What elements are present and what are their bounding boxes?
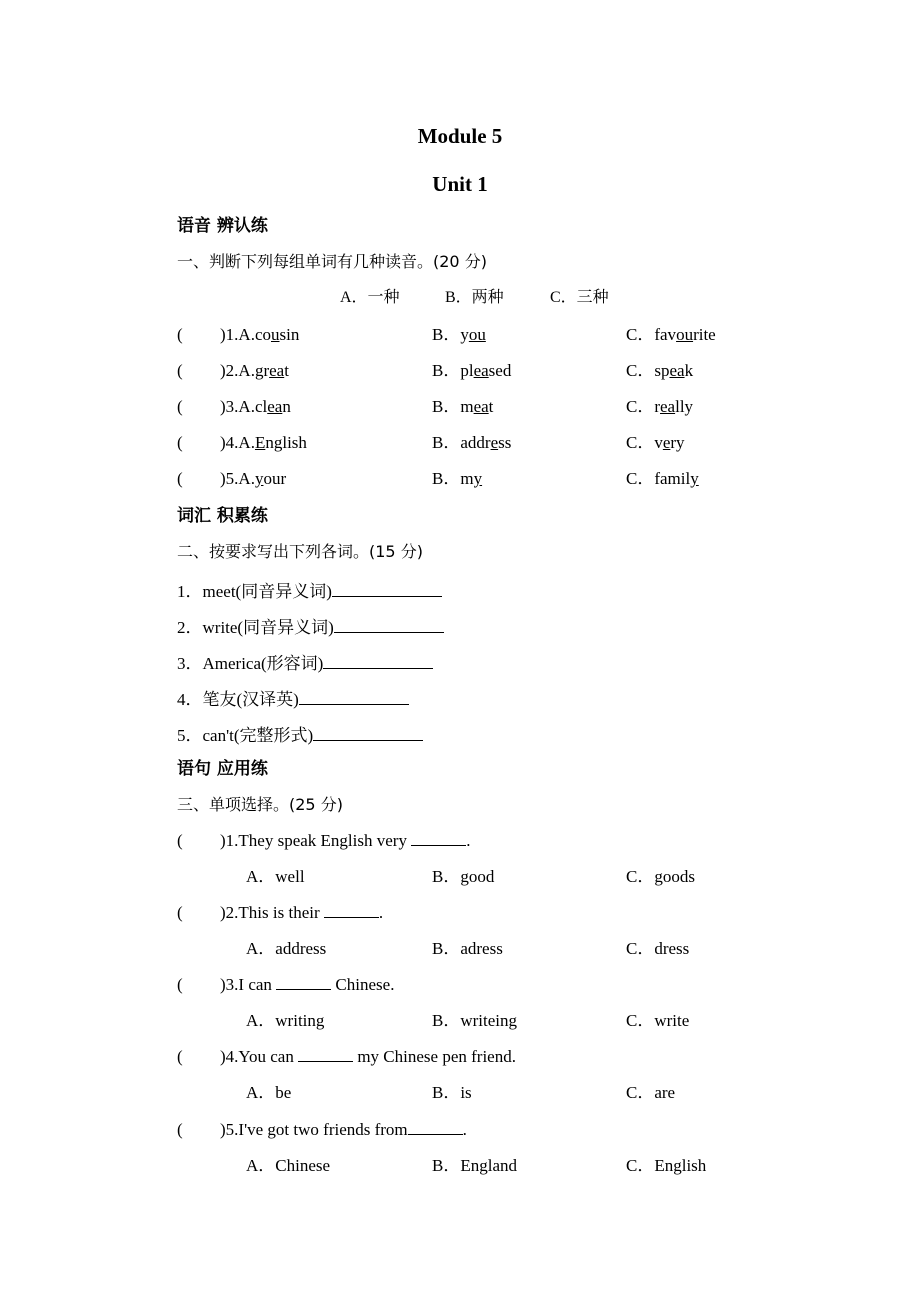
underlined-letters: y xyxy=(690,469,699,488)
answer-blank[interactable] xyxy=(408,1120,463,1135)
word-part: t xyxy=(488,397,494,416)
question-stem xyxy=(220,974,394,996)
option-c xyxy=(626,324,716,346)
word-part: n xyxy=(282,397,291,416)
answer-paren[interactable]: ( xyxy=(177,361,183,380)
option-c xyxy=(626,432,685,454)
answer-blank[interactable] xyxy=(298,1047,353,1062)
answer-paren[interactable]: ( xyxy=(177,433,183,452)
option-label: C． xyxy=(626,325,655,344)
stem-text: )1.They speak English very xyxy=(220,831,412,850)
word-part: co xyxy=(254,325,271,344)
part2-instruction: 二、按要求写出下列各词。(15 分) xyxy=(177,542,423,561)
word-part: r xyxy=(654,397,661,416)
vocab-prompt: 1．meet(同音异义词) xyxy=(177,582,332,601)
option-c xyxy=(626,360,693,382)
option-label: C． xyxy=(626,469,655,488)
option-a[interactable]: A．writing xyxy=(246,1011,325,1030)
option-b[interactable]: B．adress xyxy=(432,939,503,958)
answer-blank[interactable] xyxy=(324,903,379,918)
option-a xyxy=(220,360,289,382)
stem-text: my Chinese pen friend. xyxy=(353,1047,516,1066)
list-item xyxy=(177,578,442,603)
underlined-letters: ea xyxy=(660,397,676,416)
word-part: t xyxy=(284,361,289,380)
word-part: k xyxy=(684,361,694,380)
option-b[interactable]: B．good xyxy=(432,867,495,886)
answer-blank[interactable] xyxy=(276,975,331,990)
option-b xyxy=(432,468,482,490)
choice-c: C．三种 xyxy=(550,289,609,306)
option-a xyxy=(220,324,299,346)
stem-text: )3.I can xyxy=(220,975,277,994)
option-label: B． xyxy=(432,433,461,452)
part3-instruction: 三、单项选择。(25 分) xyxy=(177,795,343,814)
word-part: lly xyxy=(675,397,694,416)
word-part: sed xyxy=(488,361,512,380)
list-item xyxy=(177,686,409,711)
answer-paren[interactable]: ( xyxy=(177,325,183,344)
stem-text: . xyxy=(466,831,471,850)
list-item xyxy=(177,614,444,639)
vocab-prompt: 4．笔友(汉译英) xyxy=(177,690,299,709)
option-a[interactable]: A．well xyxy=(246,867,305,886)
stem-text: . xyxy=(462,1120,467,1139)
item-number: )3.A. xyxy=(220,397,255,416)
item-number: )2.A. xyxy=(220,361,255,380)
word-part: nglish xyxy=(265,433,307,452)
answer-paren[interactable]: ( xyxy=(177,975,183,994)
word-part: sp xyxy=(654,361,670,380)
option-b xyxy=(432,396,493,418)
word-part: famil xyxy=(654,469,691,488)
word-part: v xyxy=(654,433,663,452)
option-c[interactable]: C．dress xyxy=(626,939,690,958)
answer-blank[interactable] xyxy=(332,578,442,597)
option-a[interactable]: A．address xyxy=(246,939,327,958)
option-b xyxy=(432,360,511,382)
word-part: ss xyxy=(498,433,512,452)
underlined-letters: ea xyxy=(669,361,685,380)
option-c xyxy=(626,468,699,490)
page-subtitle: Unit 1 xyxy=(432,172,488,196)
underlined-letters: E xyxy=(254,433,266,452)
question-stem xyxy=(220,902,383,924)
underlined-letters: y xyxy=(473,469,483,488)
option-label: B． xyxy=(432,397,461,416)
answer-blank[interactable] xyxy=(411,831,466,846)
option-label: B． xyxy=(432,469,461,488)
answer-blank[interactable] xyxy=(334,614,444,633)
question-stem xyxy=(220,830,470,852)
word-part: cl xyxy=(254,397,268,416)
word-part: addr xyxy=(460,433,491,452)
underlined-letters: ea xyxy=(269,361,285,380)
underlined-letters: e xyxy=(490,433,499,452)
choice-a: A．一种 xyxy=(340,289,400,306)
list-item xyxy=(177,722,423,747)
option-b xyxy=(432,432,511,454)
underlined-letters: e xyxy=(662,433,671,452)
word-part: our xyxy=(263,469,287,488)
stem-text: Chinese. xyxy=(331,975,395,994)
vocab-prompt: 3．America(形容词) xyxy=(177,654,324,673)
answer-blank[interactable] xyxy=(323,650,433,669)
section-label-pronunciation: 语音 辨认练 xyxy=(177,216,268,236)
answer-blank[interactable] xyxy=(313,722,423,741)
answer-paren[interactable]: ( xyxy=(177,1120,183,1139)
option-a[interactable]: A．Chinese xyxy=(246,1156,331,1175)
option-label: C． xyxy=(626,433,655,452)
word-part: sin xyxy=(279,325,300,344)
answer-paren[interactable]: ( xyxy=(177,1047,183,1066)
option-label: C． xyxy=(626,397,655,416)
list-item xyxy=(177,650,433,675)
answer-blank[interactable] xyxy=(299,686,409,705)
answer-paren[interactable]: ( xyxy=(177,831,183,850)
vocab-prompt: 5．can't(完整形式) xyxy=(177,726,314,745)
stem-text: )2.This is their xyxy=(220,903,324,922)
word-part: gr xyxy=(254,361,270,380)
underlined-letters: ea xyxy=(267,397,283,416)
page-title: Module 5 xyxy=(417,124,503,148)
option-label: B． xyxy=(432,361,461,380)
underlined-letters: ou xyxy=(468,325,486,344)
option-c[interactable]: C．English xyxy=(626,1156,707,1175)
option-a xyxy=(220,468,286,490)
option-b[interactable]: B．England xyxy=(432,1156,517,1175)
underlined-letters: u xyxy=(271,325,280,344)
option-b[interactable]: B．writeing xyxy=(432,1011,517,1030)
option-label: B． xyxy=(432,325,461,344)
section-label-vocabulary: 词汇 积累练 xyxy=(177,506,268,526)
answer-paren[interactable]: ( xyxy=(177,469,183,488)
word-part: pl xyxy=(460,361,474,380)
underlined-letters: ea xyxy=(473,361,489,380)
choice-b: B．两种 xyxy=(445,289,504,306)
stem-text: )4.You can xyxy=(220,1047,299,1066)
word-part: ry xyxy=(670,433,685,452)
question-stem xyxy=(220,1119,467,1141)
stem-text: . xyxy=(378,903,384,922)
option-b xyxy=(432,324,486,346)
item-number: )4.A. xyxy=(220,433,255,452)
option-b[interactable]: B．is xyxy=(432,1083,472,1102)
option-label: C． xyxy=(626,361,655,380)
word-part: y xyxy=(460,325,469,344)
item-number: )5.A. xyxy=(220,469,255,488)
word-part: rite xyxy=(693,325,716,344)
answer-paren[interactable]: ( xyxy=(177,397,183,416)
option-c[interactable]: C．goods xyxy=(626,867,695,886)
word-part: fav xyxy=(654,325,677,344)
part1-instruction: 一、判断下列每组单词有几种读音。(20 分) xyxy=(177,252,487,271)
answer-paren[interactable]: ( xyxy=(177,903,183,922)
underlined-letters: ea xyxy=(473,397,489,416)
option-c[interactable]: C．write xyxy=(626,1011,690,1030)
option-c xyxy=(626,396,693,418)
vocab-prompt: 2．write(同音异义词) xyxy=(177,618,334,637)
word-part: m xyxy=(460,397,474,416)
option-a[interactable]: A．be xyxy=(246,1083,292,1102)
stem-text: )5.I've got two friends from xyxy=(220,1120,408,1139)
word-part: m xyxy=(460,469,474,488)
option-a xyxy=(220,432,307,454)
question-stem xyxy=(220,1046,516,1068)
underlined-letters: ou xyxy=(676,325,694,344)
option-a xyxy=(220,396,291,418)
section-label-sentences: 语句 应用练 xyxy=(177,759,268,779)
item-number: )1.A. xyxy=(220,325,255,344)
underlined-letters: y xyxy=(254,469,264,488)
option-c[interactable]: C．are xyxy=(626,1083,676,1102)
